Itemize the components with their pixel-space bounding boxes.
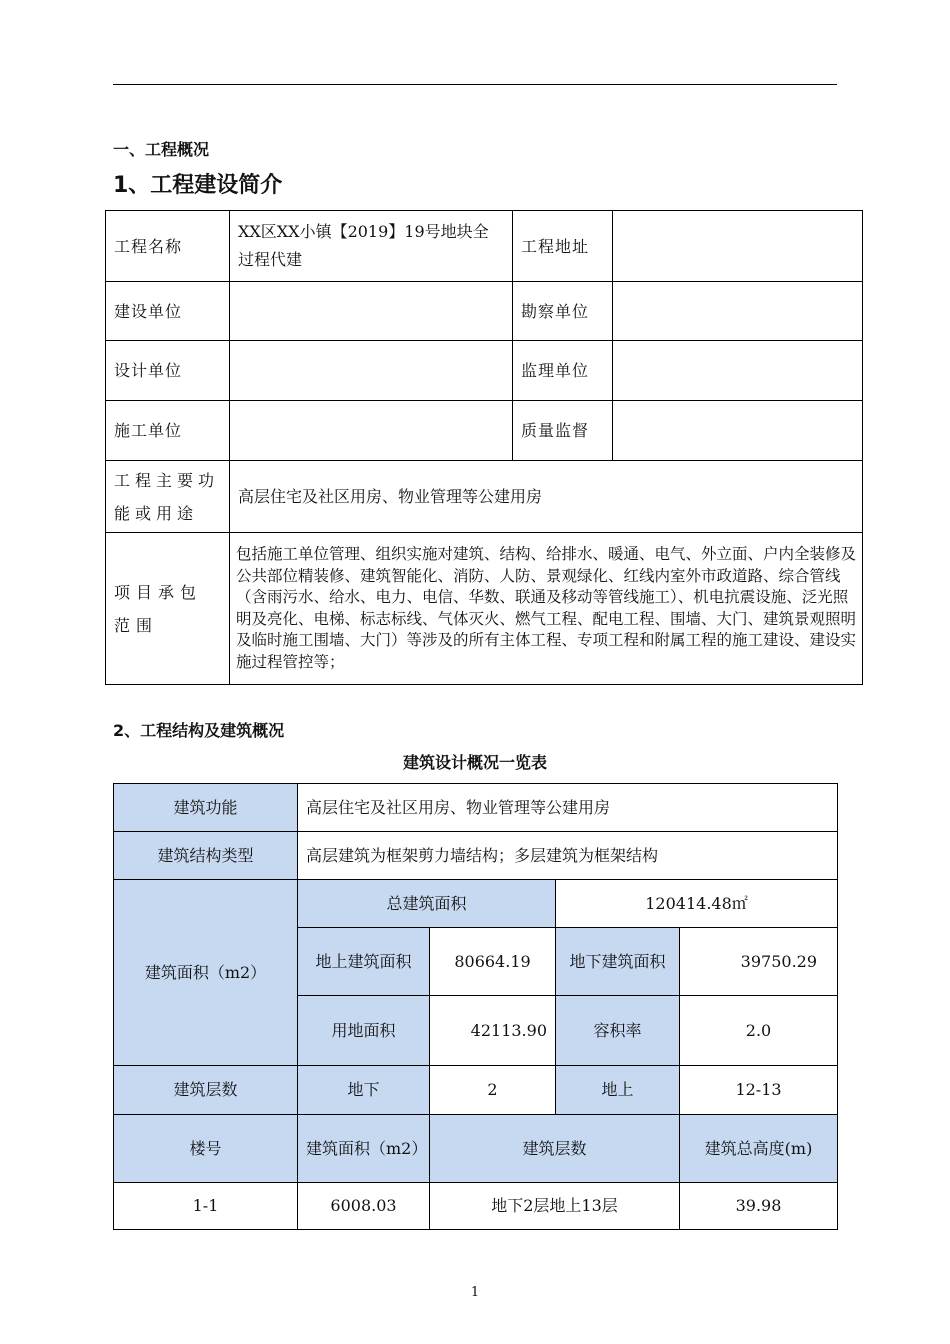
table-caption: 建筑设计概况一览表 (402, 753, 547, 772)
building-no-cell: 1-1 (114, 1183, 298, 1230)
table-row (106, 341, 863, 401)
project-info-table (105, 210, 863, 685)
floors-label: 建筑层数 (114, 1066, 298, 1115)
building-height-header: 建筑总高度(m) (680, 1115, 838, 1183)
table-row (106, 533, 863, 685)
design-label: 设计单位 (106, 341, 230, 401)
above-floors-value: 12-13 (680, 1066, 838, 1115)
above-floors-label: 地上 (556, 1066, 680, 1115)
table-row (106, 461, 863, 533)
building-height-cell: 39.98 (680, 1183, 838, 1230)
survey-value (613, 282, 863, 341)
builder-label: 建设单位 (106, 282, 230, 341)
above-area-value: 80664.19 (430, 928, 556, 996)
far-value: 2.0 (680, 996, 838, 1066)
section-heading: 一、工程概况 (113, 140, 210, 159)
structure-type-value: 高层建筑为框架剪力墙结构；多层建筑为框架结构 (298, 832, 838, 880)
project-address-value (613, 211, 863, 282)
table-row (114, 880, 838, 928)
building-design-table (113, 783, 838, 1230)
far-label: 容积率 (556, 996, 680, 1066)
below-area-label: 地下建筑面积 (556, 928, 680, 996)
building-area-label: 建筑面积（m2） (114, 880, 298, 1066)
building-no-header: 楼号 (114, 1115, 298, 1183)
below-floors-value: 2 (430, 1066, 556, 1115)
building-area-header: 建筑面积（m2） (298, 1115, 430, 1183)
supervision-value (613, 341, 863, 401)
supervision-label: 监理单位 (513, 341, 613, 401)
function-value: 高层住宅及社区用房、物业管理等公建用房 (230, 461, 863, 533)
table-row (114, 784, 838, 832)
land-area-value: 42113.90 (430, 996, 556, 1066)
page-number: 1 (470, 1285, 480, 1300)
total-area-value: 120414.48㎡ (556, 880, 838, 928)
project-name-value: XX区XX小镇【2019】19号地块全过程代建 (230, 211, 513, 282)
total-area-label: 总建筑面积 (298, 880, 556, 928)
above-area-label: 地上建筑面积 (298, 928, 430, 996)
building-area-cell: 6008.03 (298, 1183, 430, 1230)
scope-label: 项目承包范围 (106, 533, 230, 685)
builder-value (230, 282, 513, 341)
table-row (114, 1066, 838, 1115)
table-row (106, 401, 863, 461)
quality-label: 质量监督 (513, 401, 613, 461)
building-floors-cell: 地下2层地上13层 (430, 1183, 680, 1230)
main-heading: 1、工程建设简介 (113, 173, 283, 198)
header-rule (113, 84, 837, 85)
design-value (230, 341, 513, 401)
construction-value (230, 401, 513, 461)
land-area-label: 用地面积 (298, 996, 430, 1066)
scope-value: 包括施工单位管理、组织实施对建筑、结构、给排水、暖通、电气、外立面、户内全装修及公共部位精装修、建筑智能化、消防、人防、景观绿化、红线内室外市政道路、综合管线（含雨污水、给水、电力、电信、华数、联通及移动等管线施工）、机电抗震设施、泛光照明及亮化、电梯、标志标线、气体灭火、燃气工程、配电工程、围墙、大门、建筑景观照明及临时施工围墙、大门）等涉及的所有主体工程、专项工程和附属工程的施工建设、建设实施过程管控等； (230, 533, 863, 685)
table-row (114, 832, 838, 880)
building-function-label: 建筑功能 (114, 784, 298, 832)
structure-type-label: 建筑结构类型 (114, 832, 298, 880)
project-address-label: 工程地址 (513, 211, 613, 282)
survey-label: 勘察单位 (513, 282, 613, 341)
table-row (106, 282, 863, 341)
quality-value (613, 401, 863, 461)
below-area-value: 39750.29 (680, 928, 838, 996)
building-function-value: 高层住宅及社区用房、物业管理等公建用房 (298, 784, 838, 832)
table-row (106, 211, 863, 282)
below-floors-label: 地下 (298, 1066, 430, 1115)
construction-label: 施工单位 (106, 401, 230, 461)
building-floors-header: 建筑层数 (430, 1115, 680, 1183)
function-label: 工程主要功能或用途 (106, 461, 230, 533)
table-header-row (114, 1115, 838, 1183)
table-row (114, 1183, 838, 1230)
sub-heading: 2、工程结构及建筑概况 (113, 721, 285, 740)
project-name-label: 工程名称 (106, 211, 230, 282)
